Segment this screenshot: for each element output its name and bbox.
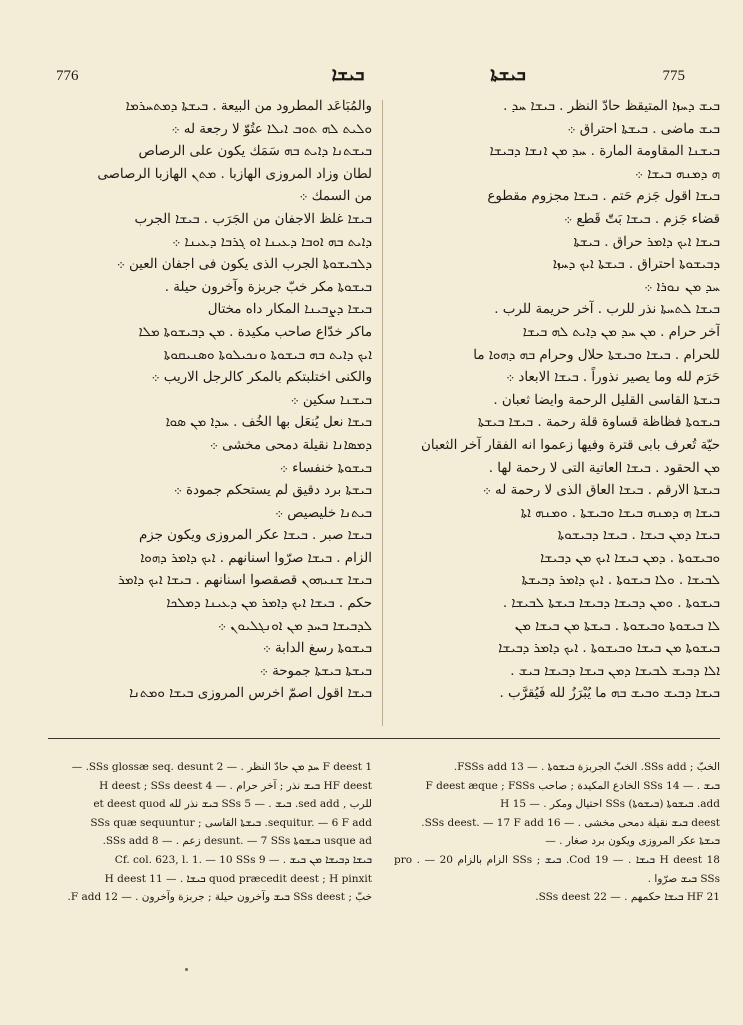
text-line: ܒܝܫܐ ܕܨܒܝܢܐ المكار داه مختال bbox=[207, 302, 372, 318]
footnote-line: usque ad ܒܝܫܘܬܐ desunt. — 7 SSs زعم . — 8 SSs add. bbox=[102, 835, 372, 848]
text-line: ܒܝܫܘܬܐ ܡܢ ܒܝܫܐ ܘܒܝܫܘܬܐ . ܐܝܟ ܕܐܡܪ ܕܒܝܫܐ bbox=[498, 641, 720, 657]
text-line: ܒܝܫܬܐ القاسى القليل الرحمة وايضا ثعبان . bbox=[493, 392, 720, 408]
text-line: ܡܢ الحقود . ܒܝܫܐ العاتية التى لا رحمة لها . bbox=[488, 460, 720, 476]
footnote-line: add. ܒܝܫܘܬܐ (ܒܝܫܘܬܐ) SSs احتيال ومكر . — 15 H bbox=[500, 798, 720, 811]
footnote-line: quod præcedit deest ; H pinxit ܒܝܫܐ . — 11 H deest bbox=[104, 872, 372, 885]
text-line: ܒܝܫܐ ܐܝܟ ܕܐܡܪ حراق . ܒܝܫܬܐ bbox=[573, 234, 720, 250]
text-line: والكنى اختلبتكم بالمكر كالرجل الاريب ܀ bbox=[151, 370, 372, 386]
footnote-line: sequitur. — 6 F add. ܒܝܫܬܐ القاسى ; SSs quæ sequuntur bbox=[90, 816, 372, 829]
text-line: ܒܝܫܬܢܐ ܕܐܝܬ ܒܗ سَمَك يكون على الرصاص bbox=[138, 144, 372, 160]
footnotes-right bbox=[394, 758, 720, 954]
text-line: والمُبَاعَد المطرود من البيعة . ܒܝܫܬܐ ܕܡܬܚܪܡܐ bbox=[125, 99, 372, 114]
footnote-line: HF deest ܒܝܫ نذر ; آخر حرام . — 4 H deest ; SSs deest bbox=[99, 779, 372, 792]
text-line: ܘܠܝܬ ܠܗ ܬܘܒ ܐܝܠܐ عتُوّ لا رجعة له ܀ bbox=[171, 121, 372, 137]
text-line: آخر حرام . ܡܢ ܚܕ ܡܢ ܕܐܝܬ ܠܗ ܒܝܫܐ bbox=[522, 324, 720, 340]
text-line: ܗ ܕܡܢܗ ܒܝܫܐ ܀ bbox=[634, 166, 720, 182]
text-line: ܒܝܫܐ نعل يُنعَل بها الخُف . ܚܕܐ ܡܢ ܣܘܐ bbox=[165, 415, 372, 431]
text-line: حَرَم لله وما يصير نذوراً . ܒܝܫܐ الابعاد ܀ bbox=[506, 370, 720, 386]
paper-speck bbox=[185, 968, 188, 971]
text-line: ماكر خدّاع صاحب مكيدة . ܡܢ ܕܒܝܫܘܬܐ ܡܠܐ bbox=[138, 324, 372, 340]
footnote-separator bbox=[48, 738, 720, 739]
text-line: ܒܝܫܬܐ ܒܝܫܬܐ جموحة ܀ bbox=[259, 663, 372, 679]
text-line: ܒܝܬܢܐ خليصيص ܀ bbox=[275, 505, 372, 521]
text-line: ܒܝܫܘܬܐ . ܘܡܢ ܕܒܝܫܐ ܕܒܝܫܐ ܒܝܫܬܐ ܠܒܝܫܐ . bbox=[502, 596, 720, 612]
left-page-number: 776 bbox=[56, 68, 79, 84]
text-line: ܒܝܫܢܐ سكين ܀ bbox=[290, 392, 372, 408]
right-running-head: ܒܝܫܬܐ bbox=[490, 64, 526, 85]
text-line: ܒܝܫܐ ܗ ܕܡܢܗ ܒܝܫܐ ܘܒܝܫܬܐ . ܘܡܢܗ ܐܬܐ bbox=[520, 505, 720, 521]
text-line: ܐܝܟ ܕܐܝܬ ܒܗ ܒܝܫܘܬܐ ܘܢܟܝܠܘܬܐ ܘܣܢܝܩܘܬܐ bbox=[163, 347, 372, 363]
footnote-line: 21 HF ܒܝܫܐ حكمهم . — 22 SSs deest. bbox=[535, 891, 720, 904]
text-line: ܒܝܫܬܐ برد دقيق لم يستحكم جمودة ܀ bbox=[173, 483, 372, 499]
text-line: ܠܐ ܒܝܫܘܬܐ ܘܒܝܫܘܬܐ . ܒܝܫܬܐ ܡܢ ܒܝܫܐ ܡܢ bbox=[514, 618, 720, 634]
text-line: ܒܝܫܐ ܠܬܚܬܐ نذر للرب . آخر حريمة للرب . bbox=[494, 302, 720, 318]
text-line: ܒܝܫ ܕܚܙܐ المتيقظ حادّ النظر . ܒܝܫܐ ܚܕ . bbox=[503, 99, 720, 114]
text-line: ܒܝܫܐ غلظ الاجفان من الجَرَب . ܒܝܫܐ الجرب bbox=[134, 211, 372, 227]
text-line: ܒܝܫܘܬܐ رسغ الدابة ܀ bbox=[262, 641, 372, 657]
text-line: ܒܝܫܐ اقول اصمّ اخرس المروزى ܒܝܫܐ ܘܡܬܢܐ bbox=[129, 686, 372, 702]
right-column bbox=[394, 96, 720, 728]
text-line: ܒܝܫ ماضى . ܒܝܫܬܐ احتراق ܀ bbox=[567, 121, 720, 137]
left-running-head: ܒܝܫܐ bbox=[331, 64, 365, 85]
footnote-line: 1 F deest ܚܕ ܡܢ حادّ النظر . — 2 SSs glossæ seq. desunt. — bbox=[71, 761, 372, 773]
text-line: ܒܝܫܘܬܐ مكر خبّ جربزة وآخرون حيلة . bbox=[164, 279, 372, 295]
footnote-line: للرب , sed add. ܒܝܫ . — 5 SSs ܒܝܫ نذر لله et deest quod bbox=[93, 798, 372, 811]
text-line: حكم . ܒܝܫܐ ܐܝܟ ܕܐܡܪ ܡܢ ܕܥܝܢܐ ܕܡܠܟܐ bbox=[166, 596, 372, 612]
text-line: ܒܝܫܐ اقول جَزم حَتم . ܒܝܫܐ مجزوم مقطوع bbox=[487, 189, 720, 205]
text-line: ܠܕܒܝܫܐ ܒܚܕ ܡܢ ܐܘܢܓܠܝܘܢ ܀ bbox=[217, 618, 372, 634]
footnote-line: 18 H deest ܒܝܫܐ . — 19 Cod. ܒܝܫ ; SSs الزام بالزام pro . — 20 SSs ܒܝܫ صرّوا . bbox=[394, 853, 720, 885]
text-line: ܒܝܫܘܬܐ خنفساء ܀ bbox=[279, 460, 372, 476]
text-line: ܒܝܫܬܐ الارقم . ܒܝܫܐ العاق الذى لا رحمة له ܀ bbox=[482, 483, 720, 499]
text-line: ܒܝܫܐ ܕܡܢ ܒܝܫܐ . ܒܝܫܐ ܕܒܝܫܘܬܐ bbox=[557, 528, 720, 544]
text-line: ܕܡܣܐܢܐ نقيلة دمحى مخشى ܀ bbox=[209, 437, 372, 453]
text-line: لطان وزاد المروزى الهازبا . ܡܬܢ الهازبا الرصاصى bbox=[97, 166, 372, 182]
text-line: ܚܕ ܡܢ ܢܘܪܐ ܀ bbox=[644, 279, 720, 295]
footnotes-left bbox=[48, 758, 372, 954]
text-line: ܒܝܫܐ صبر . ܒܝܫܐ عكر المروزى ويكون جزم bbox=[138, 528, 372, 544]
text-line: قضاء جَزم . ܒܝܫܐ بَتّ قَطع ܀ bbox=[564, 211, 720, 227]
text-line: ܐܠܐ ܕܒܝܫ ܠܒܝܫܐ ܕܡܢ ܒܝܫܐ ܕܒܝܫܐ ܒܝܫ . bbox=[510, 663, 720, 679]
left-column bbox=[48, 96, 372, 728]
text-line: ܒܝܫܐ ܫܢܝܗܘܢ قصقصوا اسنانهم . ܒܝܫܐ ܐܝܟ ܕܐܡܪ bbox=[118, 573, 372, 589]
footnote-line: ܒܝܫܐ ܕܒܝܫܐ ܡܢ ܒܝܫ . — 9 Cf. col. 623, l. 1. — 10 SSs bbox=[114, 853, 372, 866]
footnote-line: ܒܝܫ . — 14 SSs الخادع المكيدة ; صاحب F deest æque ; FSSs bbox=[425, 779, 720, 792]
text-line: من السمك ܀ bbox=[299, 189, 372, 205]
right-page-number: 775 bbox=[662, 68, 685, 84]
text-line: حيّة تُعرف بابى قترة وفيها زعموا انه الفقار آخر الثعبان bbox=[421, 437, 720, 453]
text-line: ܠܒܝܫܐ . ܘܠܐ ܒܝܫܘܬܐ . ܐܝܟ ܕܐܡܪ ܕܒܝܫܬܐ bbox=[521, 573, 720, 589]
text-line: الزام . ܒܝܫܐ صرّوا اسنانهم . ܐܝܟ ܕܐܡܪ ܕܗܘܐ bbox=[140, 550, 372, 566]
text-line: ܒܝܫܐ ܕܒܝܫ ܘܒܝܫ ܒܗ ما يُبْرَزُ لله فَيُقرَّب . bbox=[499, 686, 720, 702]
footnote-line: ܒܝܫܬܐ عكر المروزى ويكون برد صغار . — bbox=[545, 835, 720, 848]
text-line: ܒܝܫܢܐ المقاومة المارة . ܚܕ ܡܢ ܐܢܫܐ ܕܒܝܫܐ bbox=[489, 144, 720, 160]
column-divider bbox=[382, 100, 383, 726]
text-line: ܕܒܝܫܘܬܐ احتراق . ܒܝܫܬܐ ܐܝܟ ܕܚܙܐ bbox=[552, 257, 720, 273]
text-line: ܕܐܝܬ ܒܗ ܐܘܒܐ ܕܥܝܢܐ ܐܘ ܓܪܒܐ ܕܥܝܢܐ ܀ bbox=[172, 234, 372, 250]
text-line: ܕܠܒܝܫܘܬܐ الجرب الذى يكون فى اجفان العين ܀ bbox=[116, 257, 372, 273]
footnote-line: خبّ ; SSs deest ܒܝܫ وآخرون حيلة ; جربزة وآخرون . — 12 F add. bbox=[67, 891, 372, 904]
footnote-line: deest ܒܝܫ نقيلة دمحى مخشى . — 16 SSs deest. — 17 F add. bbox=[421, 816, 720, 829]
footnote-line: الخبّ ; SSs add. الخبّ الجربزة ܒܝܫܘܬܐ . — 13 FSSs add. bbox=[453, 761, 720, 773]
text-line: ܒܝܫܘܬܐ فظاظة قساوة قلة رحمة . ܒܝܫܐ ܒܝܫܬܐ bbox=[477, 415, 720, 431]
text-line: ܘܒܝܫܘܬܐ . ܕܡܢ ܒܝܫܐ ܐܝܟ ܡܢ ܕܒܝܫܐ bbox=[540, 550, 720, 566]
text-line: للحرام . ܒܝܫܐ ܘܒܝܫܬܐ حلال وحرام ܒܗ ܕܗܘܐ ما bbox=[473, 347, 720, 363]
